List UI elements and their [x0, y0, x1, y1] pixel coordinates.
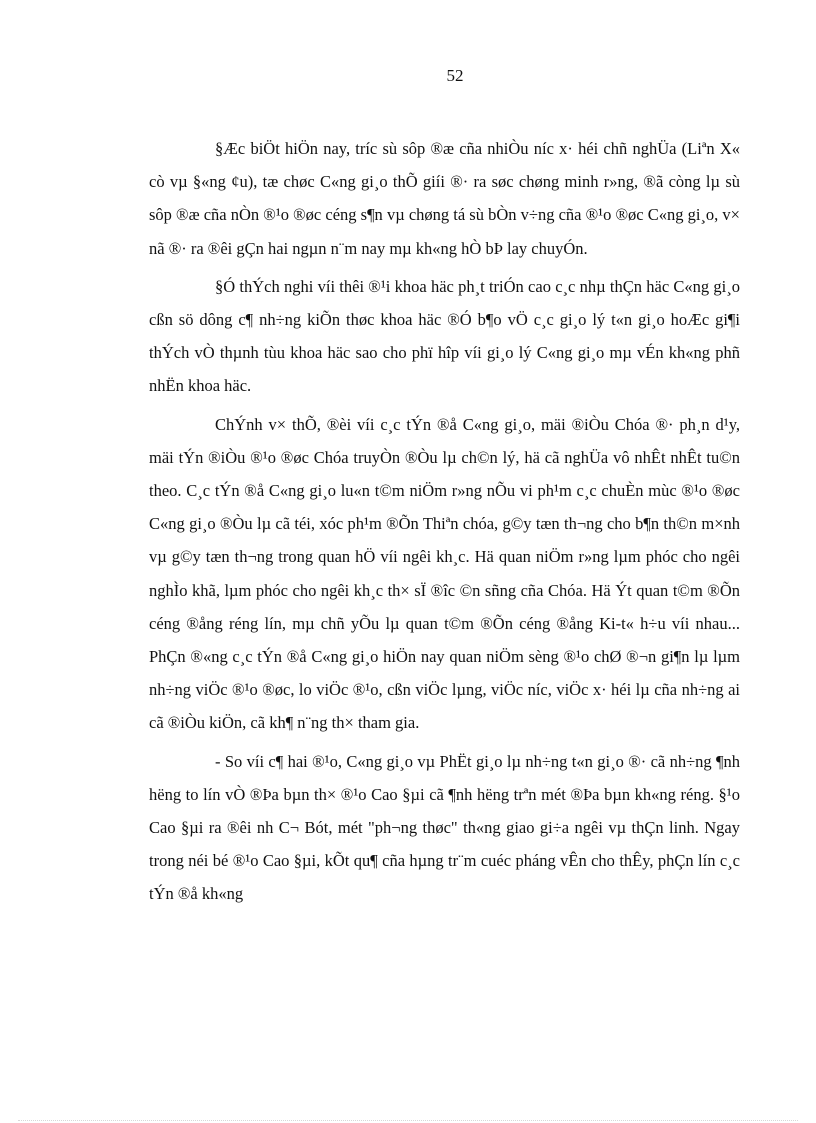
paragraph-4: - So víi c¶ hai ®¹o, C«ng gi¸o vµ PhËt gi¸o lµ nh÷ng t«n gi¸o ®· cã nh÷ng ¶nh hëng to lín vÒ ®Þa bµn th× ®¹o Cao §µi cã ¶nh hëng trªn mét ®Þa bµn kh«ng réng. §¹o Cao §µi ra ®êi nh C¬ Bót, mét "ph¬ng thøc" th«ng giao gi÷a ngêi vµ thÇn linh. Ngay trong néi bé ®¹o Cao §µi, kÕt qu¶ cña hµng tr¨m cuéc pháng vÊn cho thÊy, phÇn lín c¸c tÝn ®å kh«ng: [149, 751, 740, 904]
body-text: [149, 132, 740, 916]
page-bottom-divider: [18, 1120, 798, 1121]
paragraph-1: §Æc biÖt hiÖn nay, tríc sù sôp ®æ cña nhiÒu níc x· héi chñ nghÜa (Liªn X« cò vµ §«ng ¢u), tæ chøc C«ng gi¸o thÕ giíi ®· ra søc chøng minh r»ng, ®ã còng lµ sù sôp ®æ cña nÒn ®¹o ®øc céng s¶n vµ chøng tá sù bÒn v÷ng cña ®¹o ®øc C«ng gi¸o, v× nã ®· ra ®êi gÇn hai ngµn n¨m nay mµ kh«ng hÒ bÞ lay chuyÓn.: [149, 139, 740, 258]
paragraph-3: ChÝnh v× thÕ, ®èi víi c¸c tÝn ®å C«ng gi¸o, mäi ®iÒu Chóa ®· ph¸n d¹y, mäi tÝn ®iÒu ®¹o ®øc Chóa truyÒn ®Òu lµ ch©n lý, hä cã nghÜa vô nhÊt nhÊt tu©n theo. C¸c tÝn ®å C«ng gi¸o lu«n t©m niÖm r»ng nÕu vi ph¹m c¸c chuÈn mùc ®¹o ®øc C«ng gi¸o ®Òu lµ cã téi, xóc ph¹m ®Õn Thiªn chóa, g©y tæn th¬ng cho b¶n th©n m×nh vµ g©y tæn th¬ng trong quan hÖ víi ngêi kh¸c. Hä quan niÖm r»ng lµm phóc cho ngêi nghÌo khã, lµm phóc cho ngêi kh¸c th× sÏ ®îc ©n sñng cña Chóa. Hä Ýt quan t©m ®Õn céng ®ång réng lín, mµ chñ yÕu lµ quan t©m ®Õn céng ®ång Ki-t« h÷u víi nhau... PhÇn ®«ng c¸c tÝn ®å C«ng gi¸o hiÖn nay quan niÖm sèng ®¹o chØ ®¬n gi¶n lµ lµm nh÷ng viÖc ®¹o ®øc, lo viÖc ®¹o, cßn viÖc lµng, viÖc níc, viÖc x· héi lµ cña nh÷ng ai cã ®iÒu kiÖn, cã kh¶ n¨ng th× tham gia.: [149, 414, 740, 733]
paragraph-2: §Ó thÝch nghi víi thêi ®¹i khoa häc ph¸t triÓn cao c¸c nhµ thÇn häc C«ng gi¸o cßn sö dông c¶ nh÷ng kiÕn thøc khoa häc ®Ó b¶o vÖ c¸c gi¸o lý t«n gi¸o hoÆc gi¶i thÝch vÒ thµnh tùu khoa häc sao cho phï hîp víi gi¸o lý C«ng gi¸o mµ vÉn kh«ng phñ nhËn khoa häc.: [149, 276, 740, 396]
page-number: 52: [446, 66, 464, 85]
